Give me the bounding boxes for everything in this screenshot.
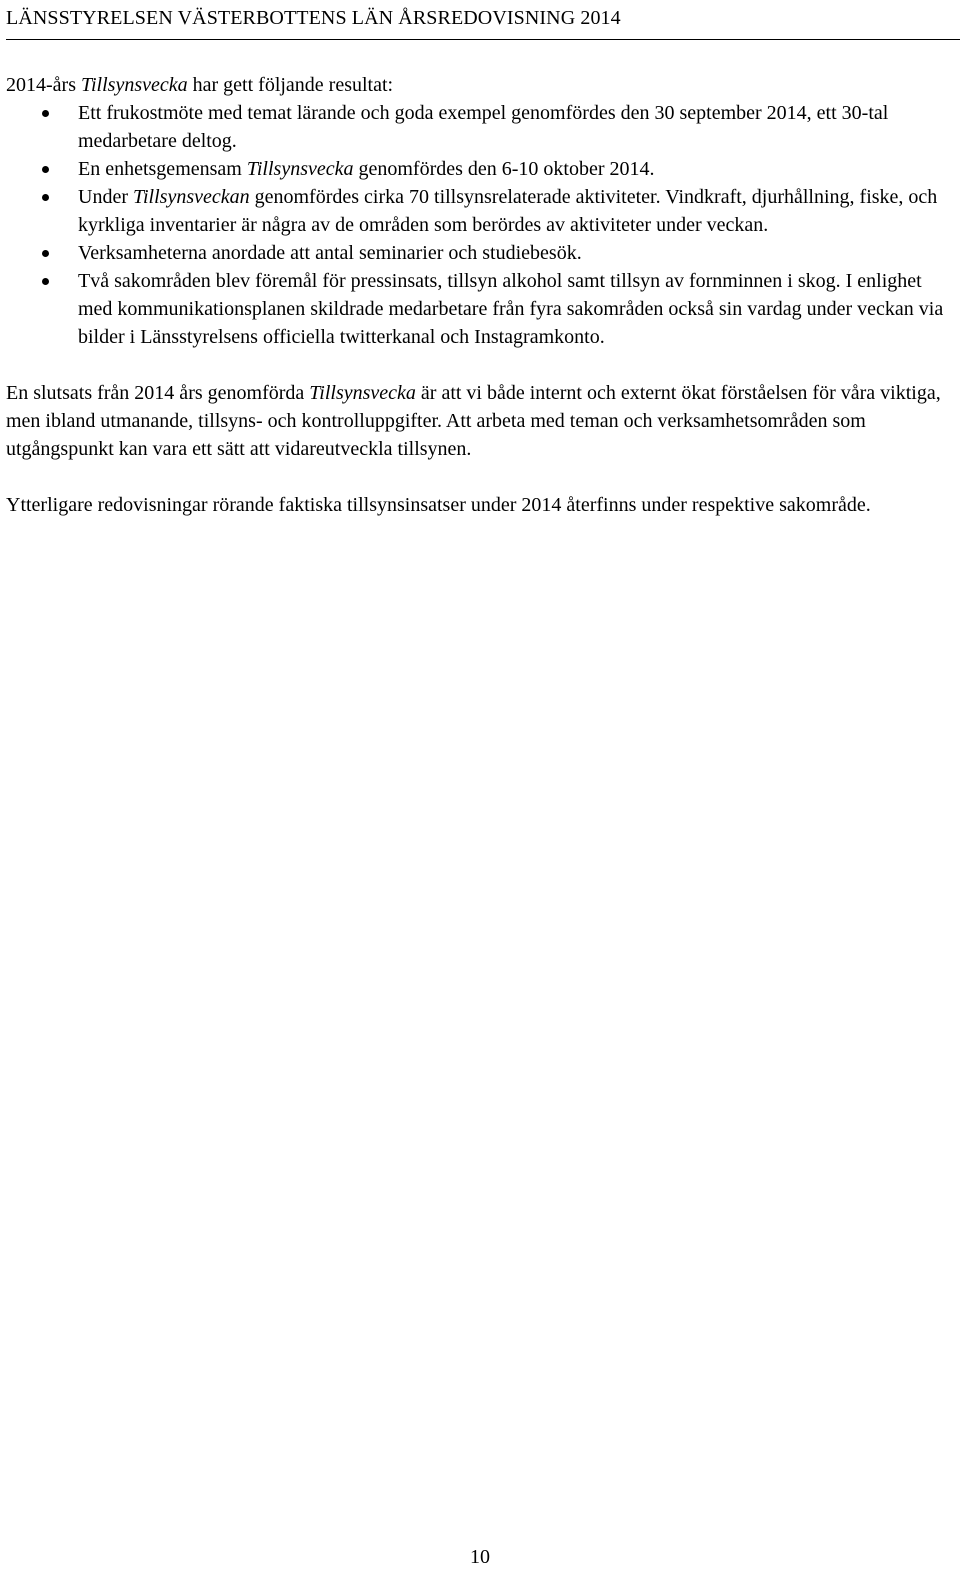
list-item-text: Ett frukostmöte med temat lärande och goda exempel genomfördes den 30 september 2014, ett 30-tal medarbetare deltog. xyxy=(78,102,889,152)
conclusion-prefix: En slutsats från 2014 års genomförda xyxy=(6,382,310,404)
page-header: LÄNSSTYRELSEN VÄSTERBOTTENS LÄN ÅRSREDOVISNING 2014 xyxy=(6,7,621,29)
intro-paragraph xyxy=(6,71,956,99)
list-item-text: genomfördes den 6-10 oktober 2014. xyxy=(353,158,655,180)
list-item xyxy=(6,155,956,183)
list-item xyxy=(6,99,956,155)
list-item-text: Verksamheterna anordade att antal seminarier och studiebesök. xyxy=(78,242,582,264)
spacer xyxy=(6,351,956,379)
list-item-text: En enhetsgemensam xyxy=(78,158,247,180)
page-content xyxy=(6,71,956,519)
bullet-icon xyxy=(42,166,49,173)
conclusion-italic: Tillsynsvecka xyxy=(309,382,416,404)
list-item-text: Under xyxy=(78,186,133,208)
bullet-icon xyxy=(42,250,49,257)
list-item-italic: Tillsynsvecka xyxy=(246,158,354,180)
spacer xyxy=(6,463,956,491)
intro-prefix: 2014-års xyxy=(6,74,81,96)
results-list xyxy=(6,99,956,351)
list-item-text: genomfördes cirka 70 tillsynsrelaterade aktiviteter. Vindkraft, djurhållning, fiske, och kyrkliga inventarier är några av de områden som berördes av aktiviteter under veckan. xyxy=(78,186,938,236)
intro-italic: Tillsynsvecka xyxy=(80,74,188,96)
bullet-icon xyxy=(42,194,49,201)
bullet-icon xyxy=(42,110,49,117)
list-item xyxy=(6,239,956,267)
conclusion-paragraph xyxy=(6,379,956,463)
list-item xyxy=(6,183,956,239)
page-number: 10 xyxy=(470,1546,490,1568)
list-item-text: Två sakområden blev föremål för pressinsats, tillsyn alkohol samt tillsyn av fornminnen i skog. I enlighet med kommunikationsplanen skildrade medarbetare från fyra sakområden också sin vardag under veckan via bilder i Länsstyrelsens officiella twitterkanal och Instagramkonto. xyxy=(78,270,944,348)
list-item-italic: Tillsynsveckan xyxy=(132,186,250,208)
intro-suffix: har gett följande resultat: xyxy=(187,74,394,96)
conclusion-suffix: är att vi både internt och externt ökat förståelsen för våra viktiga, men ibland utmanande, tillsyns- och kontrolluppgifter. Att arbeta med teman och verksamhetsområden som utgångspunkt kan vara ett sätt att vidareutveckla tillsynen. xyxy=(6,382,941,460)
bullet-icon xyxy=(42,278,49,285)
further-paragraph: Ytterligare redovisningar rörande faktiska tillsynsinsatser under 2014 återfinns under respektive sakområde. xyxy=(6,494,871,516)
list-item xyxy=(6,267,956,351)
header-divider xyxy=(6,39,960,40)
